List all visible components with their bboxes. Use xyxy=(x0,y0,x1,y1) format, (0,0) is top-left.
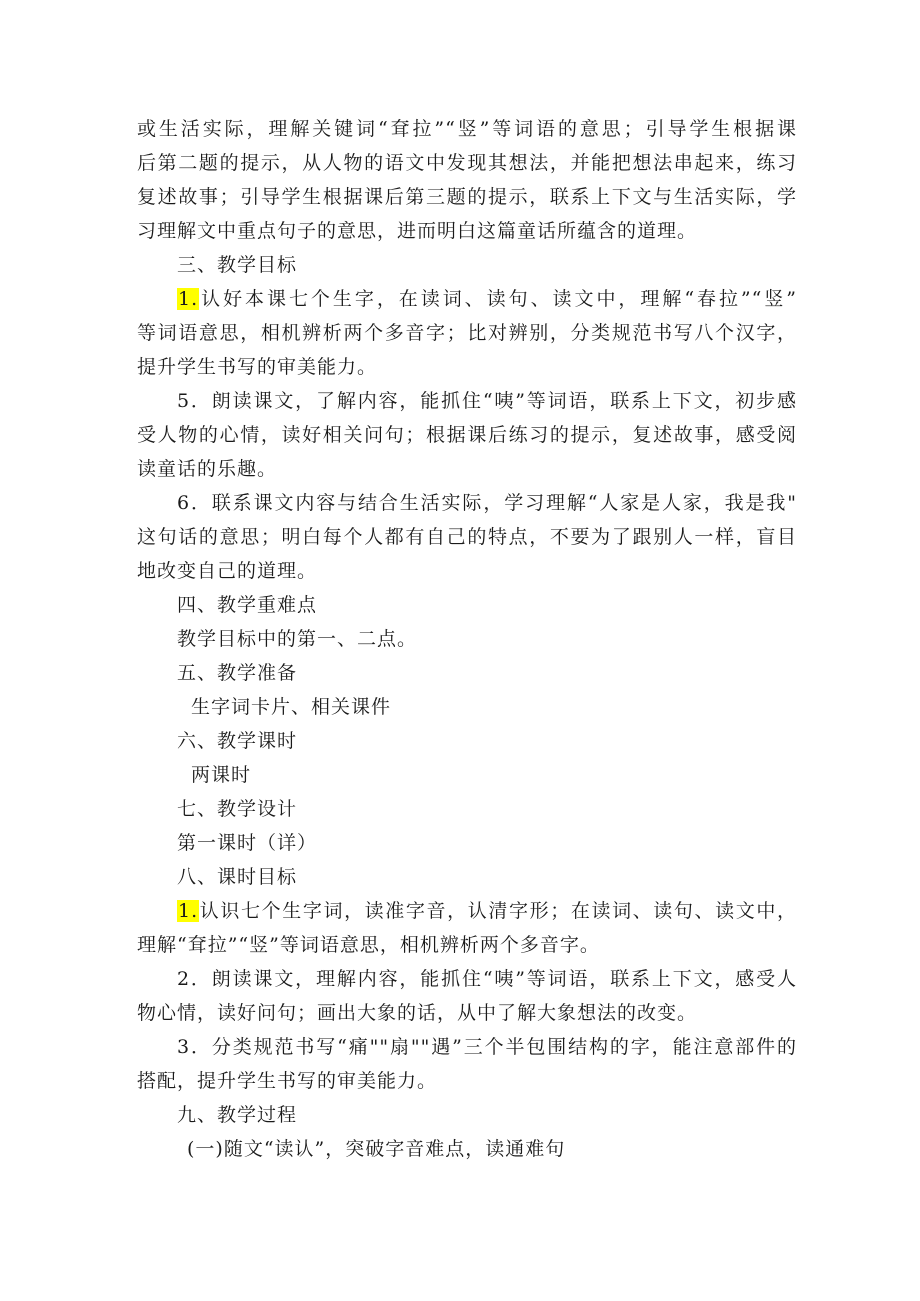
section-text-7: 第一课时（详） xyxy=(177,832,318,854)
document-body xyxy=(137,112,797,1166)
highlighted-number: 1. xyxy=(178,900,199,922)
section-text-9: (一)随文“读认”，突破字音难点，读通难句 xyxy=(187,1138,566,1160)
section-text-6: 两课时 xyxy=(191,764,252,786)
highlighted-number: 1. xyxy=(178,288,199,310)
lesson-goal-1-text: 认识七个生字词，读准字音，认清字形；在读词、读句、读文中， xyxy=(199,900,797,922)
section-text-4: 教学目标中的第一、二点。 xyxy=(177,628,418,650)
section-heading-8: 八、课时目标 xyxy=(177,866,298,888)
goal-item-1-text: 认好本课七个生字，在读词、读句、读文中，理解“春拉”“竖” xyxy=(199,288,797,310)
section-heading-3: 三、教学目标 xyxy=(177,254,298,276)
paragraph-line: 物心情，读好问句；画出大象的话，从中了解大象想法的改变。 xyxy=(137,1002,698,1024)
paragraph-line: 读童话的乐趣。 xyxy=(137,458,278,480)
paragraph-line: 提升学生书写的审美能力。 xyxy=(137,356,378,378)
section-heading-6: 六、教学课时 xyxy=(177,730,298,752)
section-heading-9: 九、教学过程 xyxy=(177,1104,298,1126)
goal-item-5-line: 5．朗读课文，了解内容，能抓住“咦”等词语，联系上下文，初步感 xyxy=(177,390,797,412)
lesson-goal-1-line xyxy=(137,894,797,928)
paragraph-line: 复述故事；引导学生根据课后第三题的提示，联系上下文与生活实际，学 xyxy=(137,186,797,208)
paragraph-line: 或生活实际，理解关键词“耷拉”“竖”等词语的意思；引导学生根据课 xyxy=(137,118,797,140)
paragraph-line: 后第二题的提示，从人物的语文中发现其想法，并能把想法串起来，练习 xyxy=(137,152,797,174)
goal-item-1-line xyxy=(137,282,797,316)
section-heading-4: 四、教学重难点 xyxy=(177,594,318,616)
paragraph-line: 受人物的心情，读好相关问句；根据课后练习的提示，复述故事，感受阅 xyxy=(137,424,797,446)
paragraph-line: 习理解文中重点句子的意思，进而明白这篇童话所蕴含的道理。 xyxy=(137,220,698,242)
paragraph-line: 理解“耷拉”“竖”等词语意思，相机辨析两个多音字。 xyxy=(137,934,600,956)
lesson-goal-2-line: 2．朗读课文，理解内容，能抓住“咦”等词语，联系上下文，感受人 xyxy=(177,968,797,990)
section-heading-7: 七、教学设计 xyxy=(177,798,298,820)
section-heading-5: 五、教学准备 xyxy=(177,662,298,684)
paragraph-line: 这句话的意思；明白每个人都有自己的特点，不要为了跟别人一样，盲目 xyxy=(137,526,797,548)
section-text-5: 生字词卡片、相关课件 xyxy=(191,696,392,718)
paragraph-line: 地改变自己的道理。 xyxy=(137,560,318,582)
lesson-goal-3-line: 3．分类规范书写“痛""扇""遇”三个半包围结构的字，能注意部件的 xyxy=(177,1036,797,1058)
paragraph-line: 搭配，提升学生书写的审美能力。 xyxy=(137,1070,438,1092)
goal-item-6-line: 6．联系课文内容与结合生活实际，学习理解“人家是人家，我是我" xyxy=(177,492,797,514)
paragraph-line: 等词语意思，相机辨析两个多音字；比对辨别，分类规范书写八个汉字， xyxy=(137,322,797,344)
